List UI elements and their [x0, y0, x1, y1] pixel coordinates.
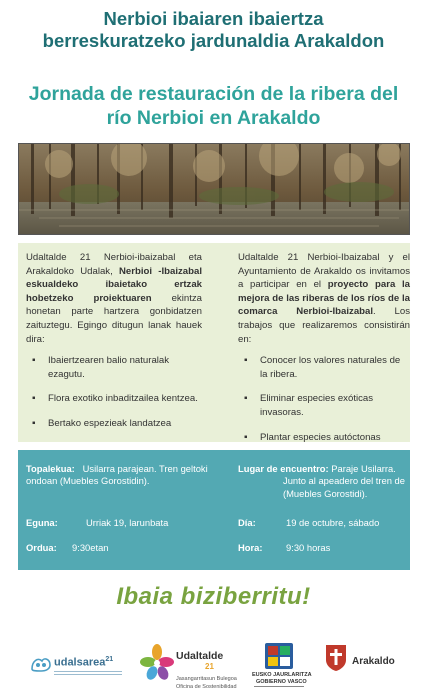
udaltalde-number: 21: [205, 662, 214, 671]
udalsarea-number: 21: [105, 656, 114, 663]
time-value: 9:30etan: [72, 542, 109, 553]
intro-spanish-paragraph: [238, 251, 410, 346]
list-item: ▪ Ibaiertzearen balio naturalak ezagutu.: [26, 354, 202, 381]
udalsarea-underline: [54, 671, 122, 672]
list-item: ▪ Conocer los valores naturales de la ribera.: [238, 354, 410, 381]
day-label: Día:: [238, 517, 256, 528]
time-label: Ordua:: [26, 542, 57, 553]
intro-spanish-list: [238, 354, 410, 444]
details-basque-time: [26, 542, 210, 554]
title-basque: [0, 8, 427, 52]
gobierno-vasco-name-eu: EUSKO JAURLARITZA: [252, 672, 312, 678]
title-spanish: [0, 82, 427, 130]
place-value: Usilarra parajean. Tren geltoki ondoan (Muebles Gorostidin).: [26, 463, 208, 487]
list-item: ▪ Plantar especies autóctonas: [238, 431, 410, 445]
details-spanish-place: [238, 463, 408, 500]
logo-bar: [0, 640, 427, 700]
day-value: 19 de octubre, sábado: [286, 517, 380, 528]
details-basque-place: [26, 463, 210, 488]
time-label: Hora:: [238, 542, 263, 553]
intro-basque-text-a: Udaltalde 21 Nerbioi-ibaizabal eta Arakaldoko Udalak,: [26, 252, 202, 277]
intro-basque: [26, 251, 202, 442]
place-label: Topalekua:: [26, 463, 75, 474]
title-basque-line2: berreskuratzeko jardunaldia Arakaldon: [42, 30, 385, 51]
title-basque-line1: Nerbioi ibaiaren ibaiertza: [103, 8, 324, 29]
header: [0, 0, 427, 140]
intro-basque-text-c: ekintza honetan parte hartzera gonbidatzen zaituztegu. Egingo ditugun lanak hauek dira:: [26, 292, 202, 345]
title-spanish-line1: Jornada de restauración de la ribera del: [28, 83, 399, 105]
udaltalde-flower-icon: [140, 644, 174, 682]
details-basque-day: [26, 517, 210, 529]
list-item: ▪ Bertako espezieak landatzea: [26, 417, 202, 431]
intro-spanish-text-a: Udaltalde 21 Nerbioi-Ibaizabal y el Ayuntamiento de Arakaldo os invitamos a participar en el: [238, 252, 410, 291]
intro-spanish-text-c: . Los trabajos que realizaremos consistirán en:: [238, 306, 410, 345]
list-item: ▪ Flora exotiko inbaditzailea kentzea.: [26, 392, 202, 406]
gobierno-vasco-name-es: GOBIERNO VASCO: [256, 679, 307, 685]
udalsarea-underline-2: [54, 674, 122, 675]
udalsarea-logo-icon: [30, 655, 52, 673]
place-value-1: Paraje Usilarra.: [331, 463, 396, 474]
udaltalde-subtitle-eu: Jasangarritasun Bulegoa: [176, 676, 237, 682]
river-photo: [18, 143, 410, 235]
intro-basque-paragraph: [26, 251, 202, 346]
intro-spanish-text-bold: proyecto para la mejora de las riberas de los ríos de la comarca Nerbioi-Ibaizabal: [238, 279, 410, 318]
intro-basque-list: [26, 354, 202, 430]
gobierno-vasco-subtext-line: [254, 686, 304, 692]
udalsarea-name: udalsarea: [54, 656, 106, 669]
time-value: 9:30 horas: [286, 542, 331, 553]
intro-panel: [18, 243, 410, 442]
place-label: Lugar de encuentro:: [238, 463, 329, 474]
intro-basque-text-bold: Nerbioi -Ibaizabal eskualdeko ibaietako ertzak hobetzeko proiektuaren: [26, 265, 202, 304]
arakaldo-name: Arakaldo: [352, 656, 395, 667]
place-value-2: Junto al apeadero del tren de (Muebles Gorostidi).: [283, 475, 405, 499]
intro-spanish: [238, 251, 410, 455]
udaltalde-name: Udaltalde: [176, 650, 224, 662]
slogan: Ibaia biziberritu!: [116, 583, 311, 610]
udalsarea-logo-text: [54, 656, 113, 669]
day-label: Eguna:: [26, 517, 58, 528]
gobierno-vasco-shield-icon: [264, 642, 294, 670]
details-spanish-time: [238, 542, 408, 554]
list-item: ▪ Eliminar especies exóticas invasoras.: [238, 392, 410, 419]
udaltalde-subtitle-es: Oficina de Sostenibilidad: [176, 684, 237, 690]
river-photo-image: [19, 144, 410, 235]
arakaldo-coat-of-arms-icon: [325, 644, 347, 672]
title-spanish-line2: río Nerbioi en Arakaldo: [106, 107, 321, 129]
day-value: Urriak 19, larunbata: [86, 517, 169, 528]
details-panel: [18, 450, 410, 570]
details-spanish-day: [238, 517, 408, 529]
